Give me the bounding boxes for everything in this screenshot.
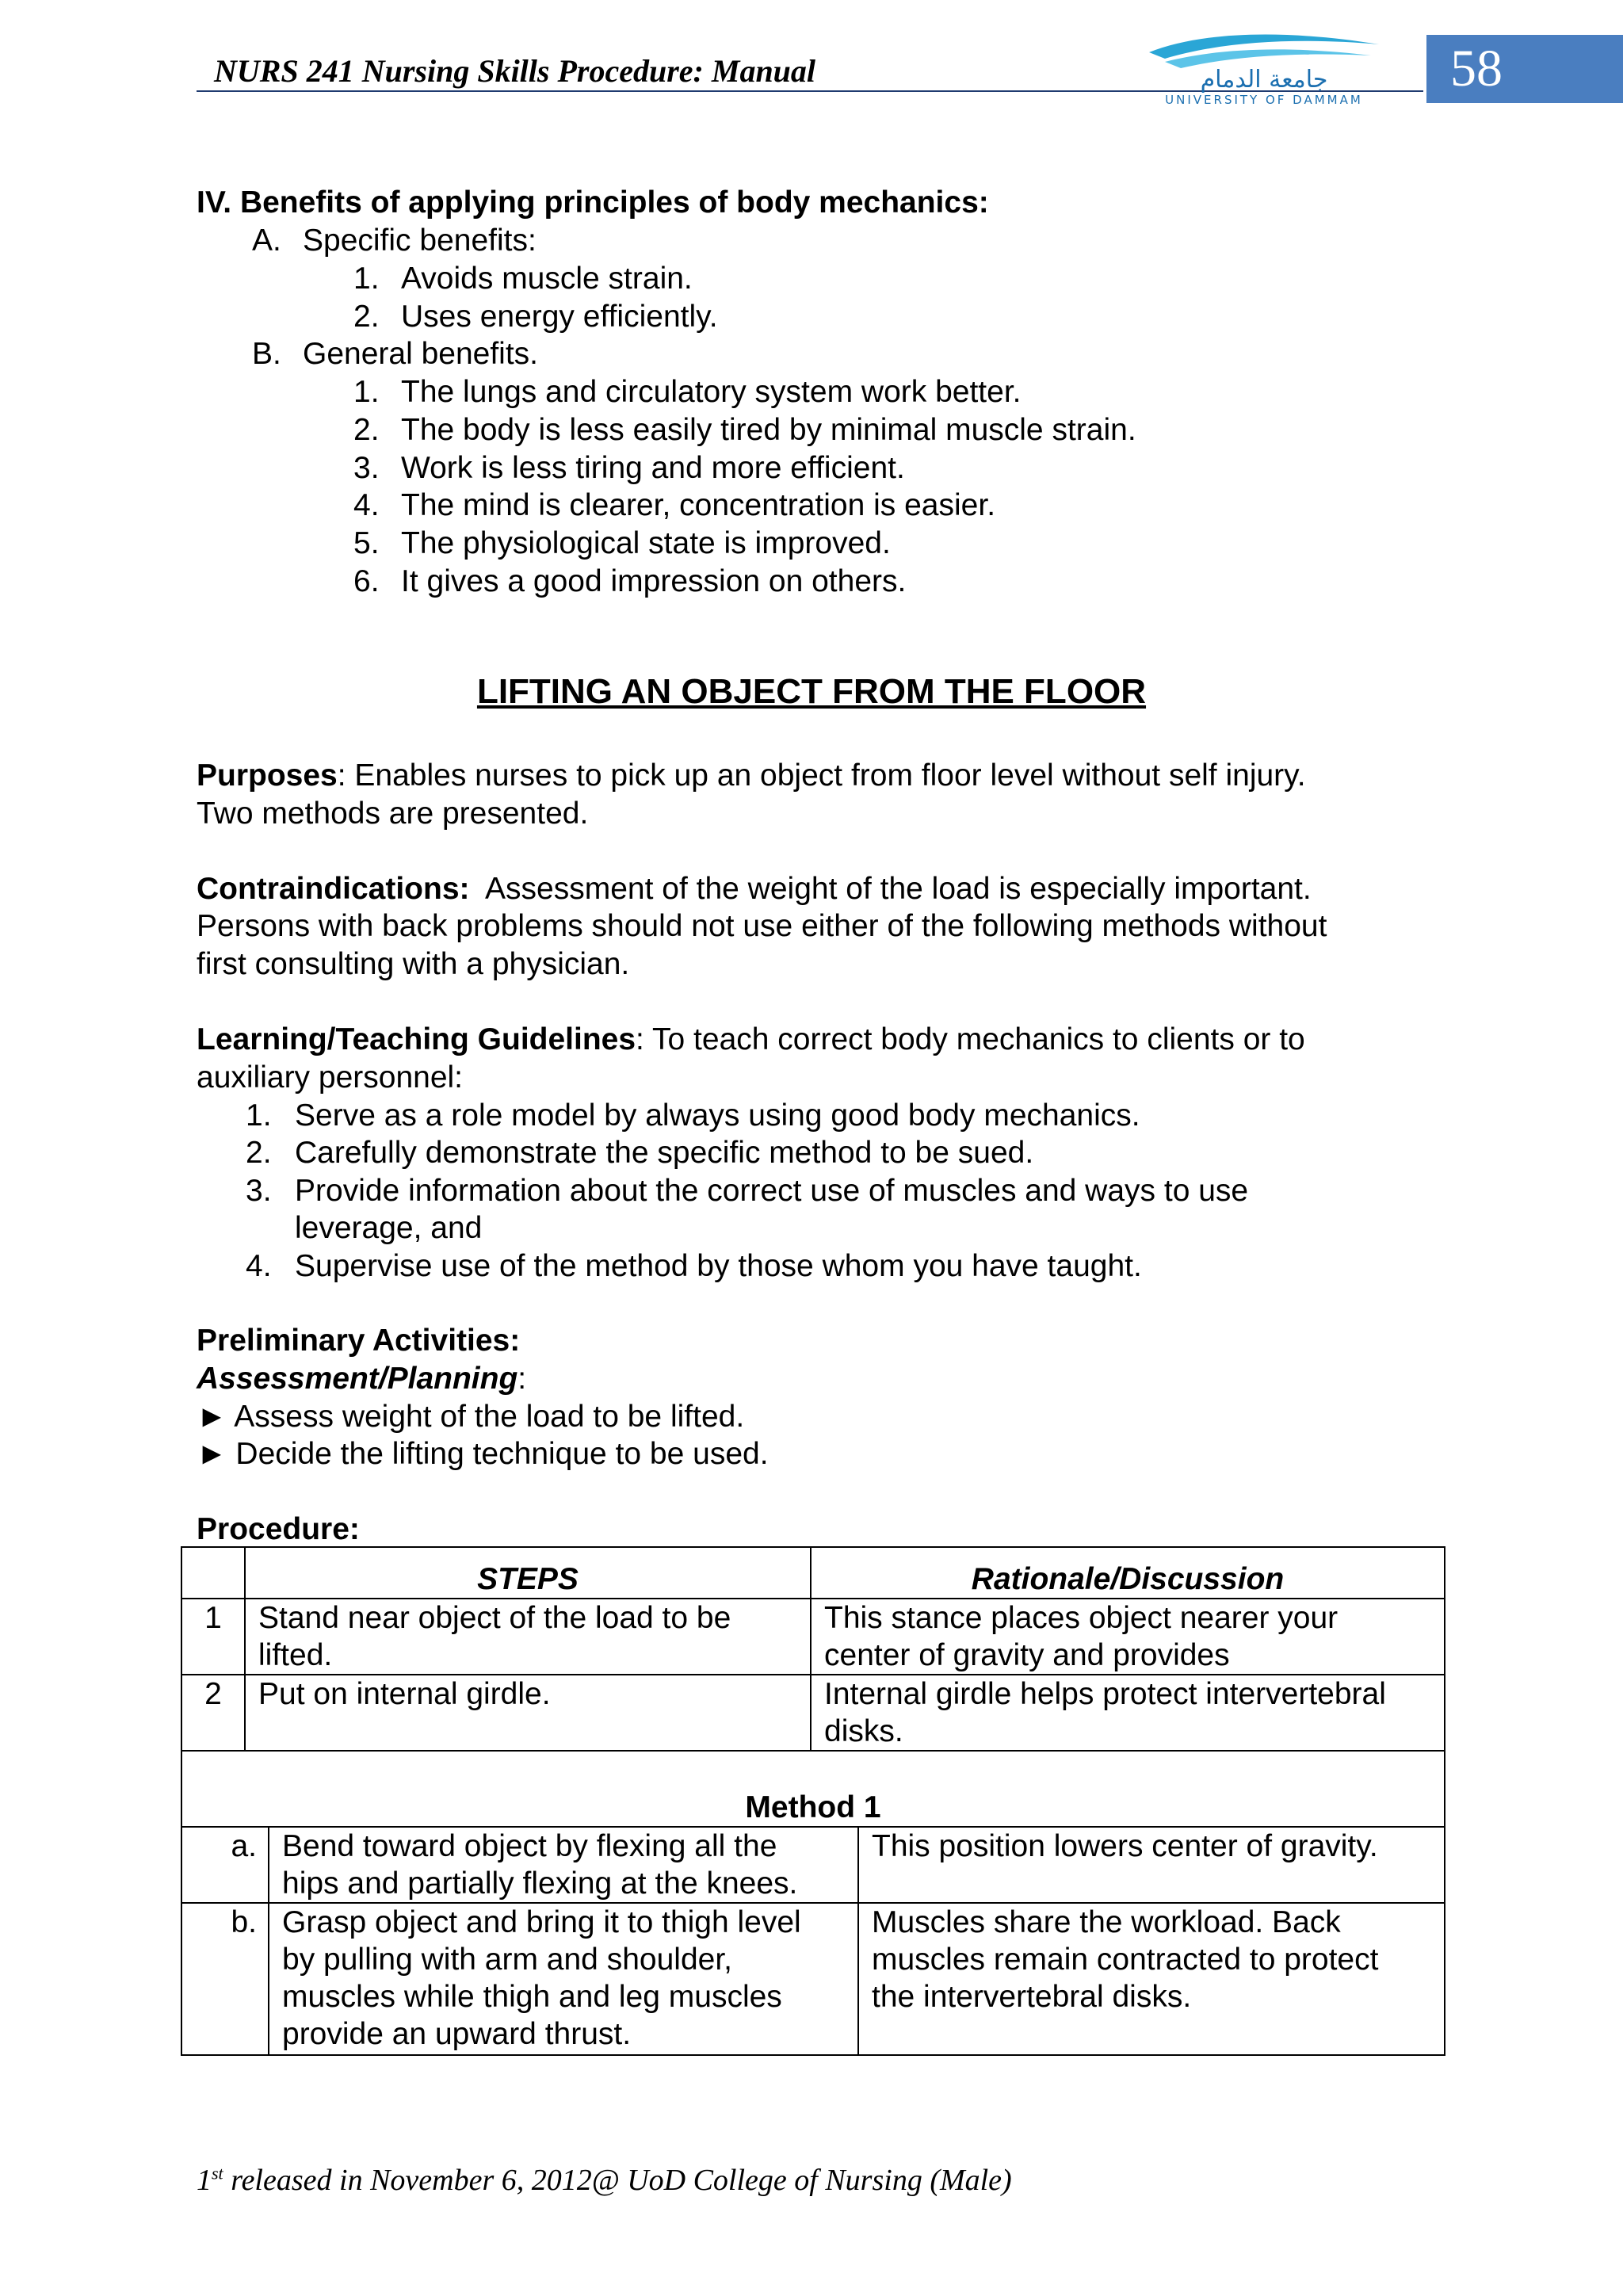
rationale-cell <box>811 1675 1445 1751</box>
contraindications-text: first consulting with a physician. <box>197 947 630 981</box>
guidelines-text: auxiliary personnel: <box>197 1060 464 1095</box>
table-header-num <box>181 1547 245 1599</box>
rationale-text: This position lowers center of gravity. <box>872 1829 1378 1863</box>
list-item: leverage, and <box>295 1211 483 1245</box>
column-header-steps: STEPS <box>245 1547 811 1599</box>
page-footer <box>197 2163 1012 2198</box>
step-cell <box>269 1903 858 2055</box>
assessment-line <box>197 1360 526 1397</box>
procedure-table <box>181 1546 1445 2056</box>
list-number: 1. <box>246 1098 272 1133</box>
procedure-heading: Procedure: <box>197 1512 360 1546</box>
list-number: 3. <box>246 1174 272 1208</box>
list-number: 1. <box>353 375 380 409</box>
step-text: Put on internal girdle. <box>258 1677 551 1711</box>
running-header-title: NURS 241 Nursing Skills Procedure: Manual <box>214 53 816 89</box>
step-text: by pulling with arm and shoulder, <box>282 1943 732 1977</box>
list-label: A. <box>252 223 281 258</box>
table-row <box>181 1827 1445 1903</box>
rationale-text: the intervertebral disks. <box>872 1980 1192 2014</box>
list-item: Carefully demonstrate the specific method to be sued. <box>295 1136 1034 1170</box>
list-number: 3. <box>353 451 380 485</box>
step-text: hips and partially flexing at the knees. <box>282 1866 798 1901</box>
table-header-row <box>181 1547 1445 1599</box>
footer-ordinal: 1 <box>197 2164 212 2197</box>
step-letter: b. <box>181 1903 269 2055</box>
logo-arabic-text: جامعة الدمام <box>1200 66 1328 94</box>
logo-english-text: UNIVERSITY OF DAMMAM <box>1165 93 1363 106</box>
contraindications-line <box>197 870 1312 907</box>
table-row <box>181 1675 1445 1751</box>
list-number: 6. <box>353 564 380 598</box>
preliminary-heading: Preliminary Activities: <box>197 1324 521 1358</box>
list-item: The lungs and circulatory system work better. <box>401 375 1022 409</box>
step-cell <box>245 1675 811 1751</box>
list-number: 5. <box>353 526 380 560</box>
list-number: 2. <box>353 300 380 334</box>
step-text: lifted. <box>258 1638 333 1672</box>
contraindications-label: Contraindications: <box>197 872 470 906</box>
contraindications-text: Assessment of the weight of the load is especially important. <box>469 872 1312 906</box>
list-item: It gives a good impression on others. <box>401 564 907 598</box>
list-item: The mind is clearer, concentration is easier. <box>401 488 996 522</box>
step-text: Bend toward object by flexing all the <box>282 1829 777 1863</box>
university-logo <box>1133 27 1395 106</box>
rationale-cell <box>858 1903 1445 2055</box>
rationale-cell <box>858 1827 1445 1903</box>
rationale-text: disks. <box>824 1714 903 1748</box>
step-cell <box>269 1827 858 1903</box>
list-label: B. <box>252 337 281 371</box>
step-number: 1 <box>181 1599 245 1675</box>
list-item: Specific benefits: <box>303 223 537 258</box>
rationale-cell <box>811 1599 1445 1675</box>
list-item: The physiological state is improved. <box>401 526 891 560</box>
purposes-line <box>197 757 1306 794</box>
table-row <box>181 1599 1445 1675</box>
list-item: Supervise use of the method by those whom you have taught. <box>295 1249 1142 1283</box>
rationale-text: center of gravity and provides <box>824 1638 1230 1672</box>
footer-text: released in November 6, 2012@ UoD College of Nursing (Male) <box>223 2164 1012 2197</box>
column-header-rationale: Rationale/Discussion <box>811 1547 1445 1599</box>
step-text: Stand near object of the load to be <box>258 1601 731 1635</box>
step-text: provide an upward thrust. <box>282 2017 632 2051</box>
list-number: 4. <box>246 1249 272 1283</box>
section-heading: IV. Benefits of applying principles of body mechanics: <box>197 185 989 220</box>
step-number: 2 <box>181 1675 245 1751</box>
guidelines-text: : To teach correct body mechanics to clients or to <box>636 1022 1305 1056</box>
rationale-text: Internal girdle helps protect intervertebral <box>824 1677 1386 1711</box>
rationale-text: muscles remain contracted to protect <box>872 1943 1379 1977</box>
assessment-colon: : <box>517 1362 527 1396</box>
step-cell <box>245 1599 811 1675</box>
list-number: 1. <box>353 262 380 296</box>
list-number: 2. <box>246 1136 272 1170</box>
list-number: 2. <box>353 413 380 447</box>
rationale-text: This stance places object nearer your <box>824 1601 1338 1635</box>
footer-ordinal-suffix: st <box>212 2163 223 2183</box>
guidelines-label: Learning/Teaching Guidelines <box>197 1022 636 1056</box>
method-title: Method 1 <box>181 1751 1445 1827</box>
guidelines-line <box>197 1021 1305 1058</box>
list-item: Avoids muscle strain. <box>401 262 693 296</box>
purposes-text: Two methods are presented. <box>197 797 589 831</box>
page-number: 58 <box>1426 35 1623 103</box>
contraindications-text: Persons with back problems should not use either of the following methods without <box>197 909 1327 943</box>
document-title: LIFTING AN OBJECT FROM THE FLOOR <box>476 672 1147 711</box>
list-item: The body is less easily tired by minimal muscle strain. <box>401 413 1136 447</box>
rationale-text: Muscles share the workload. Back <box>872 1905 1341 1939</box>
assessment-heading: Assessment/Planning <box>197 1362 518 1396</box>
bullet-item: ► Decide the lifting technique to be used. <box>197 1437 769 1471</box>
step-letter: a. <box>181 1827 269 1903</box>
table-row <box>181 1903 1445 2055</box>
purposes-text: : Enables nurses to pick up an object from floor level without self injury. <box>337 758 1306 793</box>
step-text: Grasp object and bring it to thigh level <box>282 1905 801 1939</box>
purposes-label: Purposes <box>197 758 338 793</box>
method-title-row <box>181 1751 1445 1827</box>
list-item: General benefits. <box>303 337 539 371</box>
list-number: 4. <box>353 488 380 522</box>
list-item: Uses energy efficiently. <box>401 300 718 334</box>
bullet-item: ► Assess weight of the load to be lifted. <box>197 1400 745 1434</box>
list-item: Work is less tiring and more efficient. <box>401 451 905 485</box>
step-text: muscles while thigh and leg muscles <box>282 1980 782 2014</box>
list-item: Provide information about the correct use of muscles and ways to use <box>295 1174 1249 1208</box>
list-item: Serve as a role model by always using good body mechanics. <box>295 1098 1140 1133</box>
